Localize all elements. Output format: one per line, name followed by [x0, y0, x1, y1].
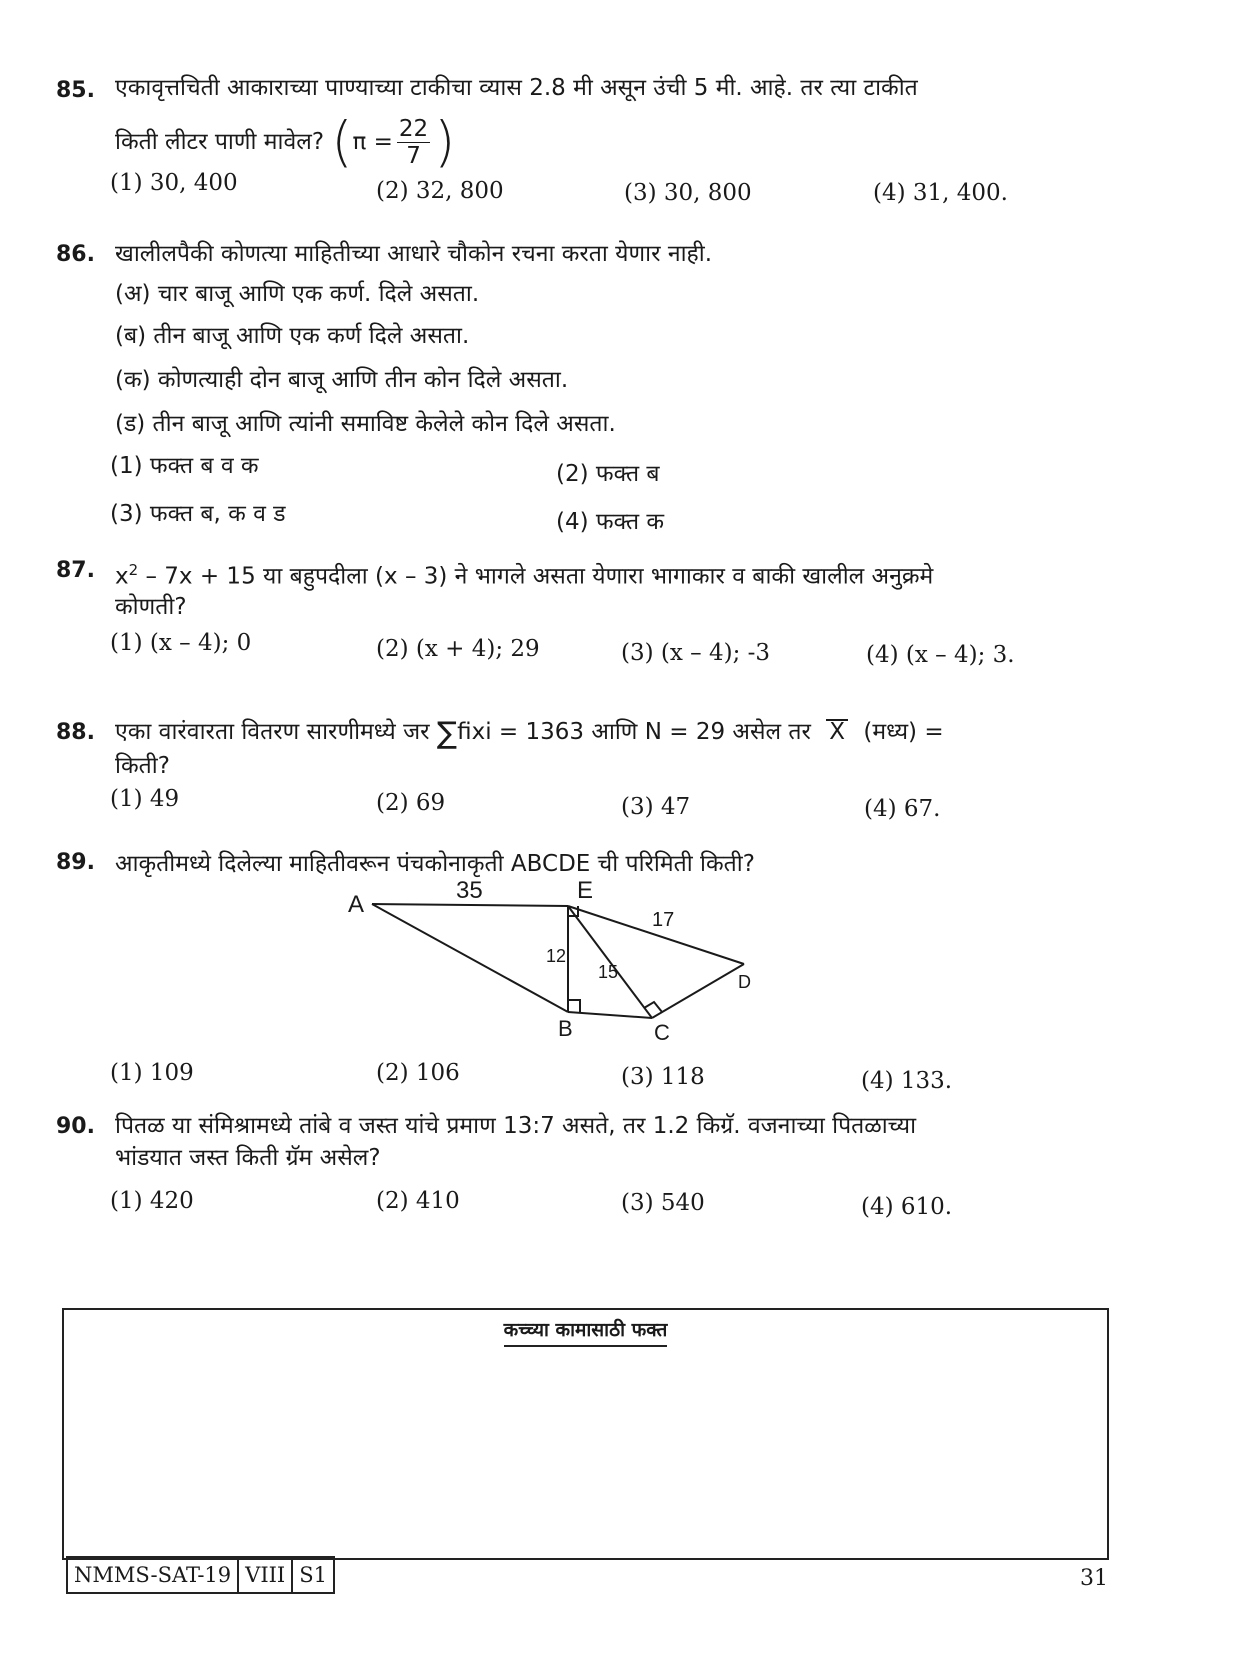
fraction-numerator: 22	[398, 116, 429, 142]
question-text: आकृतीमध्ये दिलेल्या माहितीवरून पंचकोनाकृती ABCDE ची परिमिती किती?	[115, 851, 755, 877]
q89-option-2: (2) 106	[376, 1060, 460, 1086]
right-angle-B	[568, 1000, 580, 1012]
statement-d: (ड) तीन बाजू आणि त्यांनी समाविष्ट केलेले कोन दिले असता.	[115, 411, 616, 437]
question-text	[115, 1104, 1130, 1180]
option-3: (3) 47	[621, 794, 691, 820]
question-line: भांडयात जस्त किती ग्रॅम असेल?	[115, 1145, 381, 1171]
question-number: 88.	[56, 720, 95, 745]
option-2: (2) (x + 4); 29	[376, 636, 540, 662]
option-4: (4) 67.	[864, 796, 941, 822]
length-label-EC: 15	[598, 962, 619, 982]
option-1: (1) 49	[110, 786, 180, 812]
question-number: 86.	[56, 242, 95, 267]
question-line-text: किती लीटर पाणी मावेल?	[115, 129, 325, 155]
length-label-ED: 17	[652, 909, 675, 931]
option-1: (1) फक्त ब व क	[110, 453, 259, 479]
question-number: 89.	[56, 850, 95, 875]
page-number: 31	[1080, 1566, 1108, 1591]
vertex-label-E: E	[577, 877, 594, 904]
rough-work-title-text: कच्च्या कामासाठी फक्त	[504, 1319, 668, 1347]
question-text	[115, 66, 1130, 174]
option-1: (1) 30, 400	[110, 170, 238, 196]
question-number: 85.	[56, 78, 95, 103]
question-text	[115, 548, 1130, 629]
statement-b: (ब) तीन बाजू आणि एक कर्ण दिले असता.	[115, 323, 470, 349]
rough-work-title	[64, 1316, 1107, 1342]
vertex-label-D: D	[738, 972, 751, 992]
option-2: (2) फक्त ब	[556, 461, 660, 487]
edge-BC	[568, 1012, 652, 1018]
question-text	[115, 710, 1130, 788]
option-1: (1) (x – 4); 0	[110, 630, 252, 656]
pi-value: (π = $\frac{22}{7}$ )	[331, 110, 456, 174]
option-1: (1) 420	[110, 1188, 194, 1214]
question-number: 87.	[56, 558, 95, 583]
sum-symbol: ∑	[436, 716, 458, 751]
option-3: (3) 30, 800	[624, 180, 752, 206]
pi-label: π =	[352, 129, 393, 155]
q89-option-1: (1) 109	[110, 1060, 194, 1086]
statement-a: (अ) चार बाजू आणि एक कर्ण. दिले असता.	[115, 281, 480, 307]
option-2: (2) 69	[376, 790, 446, 816]
pentagon-figure	[340, 870, 780, 1050]
poly-exponent: 2	[128, 561, 139, 579]
fraction-denominator: 7	[406, 143, 421, 169]
question-line: किती?	[115, 753, 170, 779]
vertex-label-B: B	[558, 1016, 573, 1041]
vertex-label-A: A	[348, 891, 365, 918]
question-line: कोणती?	[115, 593, 187, 620]
question-line	[115, 110, 1130, 174]
option-4: (4) 31, 400.	[873, 180, 1008, 206]
rough-work-box	[62, 1308, 1109, 1560]
footer-code-box	[66, 1556, 335, 1594]
text-part: (मध्य) =	[863, 719, 944, 745]
edge-AB	[372, 904, 568, 1012]
q89-option-3: (3) 118	[621, 1064, 705, 1090]
option-3: (3) (x – 4); -3	[621, 640, 771, 666]
option-4: (4) 610.	[861, 1194, 953, 1220]
statement-c: (क) कोणत्याही दोन बाजू आणि तीन कोन दिले असता.	[115, 367, 569, 393]
question-line: पितळ या संमिश्रामध्ये तांबे व जस्त यांचे प्रमाण 13:7 असते, तर 1.2 किग्रॅ. वजनाच्या पितळाच्या	[115, 1113, 917, 1139]
question-number: 90.	[56, 1114, 95, 1139]
question-text: खालीलपैकी कोणत्या माहितीच्या आधारे चौकोन रचना करता येणार नाही.	[115, 241, 713, 267]
set-code: S1	[299, 1563, 327, 1587]
text-part: fixi = 1363 आणि N = 29 असेल तर	[457, 719, 811, 745]
edge-CD	[652, 964, 744, 1018]
option-4: (4) फक्त क	[556, 509, 665, 535]
length-label-EB: 12	[546, 946, 567, 966]
class-code: VIII	[239, 1558, 293, 1592]
option-3: (3) 540	[621, 1190, 705, 1216]
poly-x: x	[115, 563, 129, 590]
option-3: (3) फक्त ब, क व ड	[110, 501, 286, 527]
length-label-AE: 35	[456, 877, 483, 904]
option-2: (2) 410	[376, 1188, 460, 1214]
vertex-label-C: C	[654, 1020, 670, 1045]
mean-symbol: X	[826, 719, 848, 743]
poly-rest: – 7x + 15 या बहुपदीला (x – 3) ने भागले असता येणारा भागाकार व बाकी खालील अनुक्रमे	[138, 563, 934, 590]
question-line: एकावृत्तचिती आकाराच्या पाण्याच्या टाकीचा व्यास 2.8 मी असून उंची 5 मी. आहे. तर त्या टाकीत	[115, 75, 918, 101]
exam-code: NMMS-SAT-19	[68, 1558, 239, 1592]
option-2: (2) 32, 800	[376, 178, 504, 204]
q89-option-4: (4) 133.	[861, 1068, 953, 1094]
fraction	[397, 116, 430, 169]
text-part: एका वारंवारता वितरण सारणीमध्ये जर	[115, 719, 430, 745]
option-4: (4) (x – 4); 3.	[866, 642, 1015, 668]
edge-AE	[372, 904, 568, 906]
